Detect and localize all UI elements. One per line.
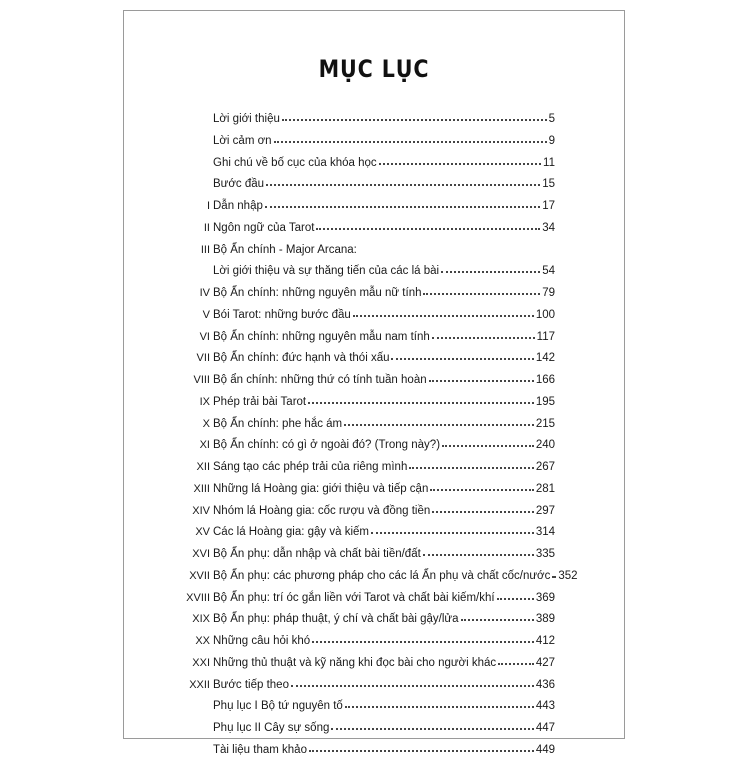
page-number: 100: [535, 308, 555, 321]
page-number: 427: [535, 656, 555, 669]
dot-leader: [316, 228, 540, 230]
entry-title: Những câu hỏi khó: [213, 635, 311, 647]
page-number: 314: [535, 526, 555, 539]
entry-title: Lời giới thiệu và sự thăng tiến của các lá bài: [213, 265, 440, 278]
toc-entry: [124, 479, 626, 501]
toc-entry-line: [213, 675, 555, 697]
page-number: 369: [535, 591, 555, 604]
chapter-number: XVIII: [186, 591, 210, 604]
toc-entry: [124, 675, 626, 697]
toc-entry: [124, 588, 626, 610]
chapter-number: XIV: [192, 504, 210, 517]
dot-leader: [498, 663, 534, 665]
page-number: 54: [542, 265, 555, 278]
toc-entry-line: [213, 609, 555, 631]
chapter-number: X: [202, 417, 210, 430]
chapter-number: XX: [195, 635, 210, 647]
dot-leader: [409, 467, 533, 469]
entry-title: Bộ Ẩn phụ: dẫn nhập và chất bài tiền/đất: [213, 548, 421, 560]
toc-entry: [124, 718, 626, 740]
chapter-number: VI: [199, 330, 210, 343]
toc-entry: [124, 218, 626, 240]
chapter-number: XIX: [192, 613, 210, 626]
chapter-number: VII: [196, 352, 210, 365]
toc-entry: [124, 261, 626, 283]
page-number: 166: [535, 374, 555, 386]
toc-entry-line: [213, 653, 555, 675]
toc-entry-line: [213, 501, 555, 523]
book-page: [123, 10, 625, 756]
entry-title: Phụ lục I Bộ tứ nguyên tố: [213, 700, 343, 713]
page-number: 17: [542, 200, 555, 212]
page-number: 79: [542, 287, 555, 299]
toc-entry-line: [213, 414, 555, 436]
dot-leader: [391, 358, 533, 360]
page-number: 389: [535, 613, 555, 626]
chapter-number: XVII: [189, 569, 210, 582]
toc-entry: [124, 174, 626, 196]
page-number: 5: [548, 113, 555, 125]
dot-leader: [309, 750, 534, 752]
toc-entry-line: [213, 718, 555, 740]
toc-entry: [124, 457, 626, 479]
page-number: 195: [535, 395, 555, 408]
entry-title: Những thủ thuật và kỹ năng khi đọc bài cho người khác: [213, 656, 497, 669]
toc-entry-line: [213, 566, 578, 588]
toc-entry: [124, 327, 626, 349]
page-number: 412: [535, 635, 555, 647]
entry-title: Bộ Ẩn chính: phe hắc ám: [213, 417, 343, 430]
toc-entry-line: [213, 153, 555, 175]
chapter-number: III: [200, 243, 210, 256]
entry-title: Bộ Ẩn chính: có gì ở ngoài đó? (Trong này?): [213, 439, 441, 452]
toc-entry-line: [213, 348, 555, 370]
page-number: 281: [535, 482, 555, 495]
page-number: 436: [535, 678, 555, 691]
entry-title: Ghi chú về bố cục của khóa học: [213, 156, 377, 169]
toc-entry-line: [213, 305, 555, 327]
toc-entry: [124, 196, 626, 218]
page-number: 443: [535, 700, 555, 713]
entry-title: Bộ Ẩn chính: những nguyên mẫu nữ tính: [213, 287, 422, 299]
entry-title: Tài liệu tham khảo: [213, 743, 307, 756]
page-number: 297: [535, 504, 555, 517]
toc-entry: [124, 631, 626, 653]
entry-title: Các lá Hoàng gia: gậy và kiếm: [213, 526, 369, 539]
toc-entry-line: [213, 435, 555, 457]
dot-leader: [344, 424, 534, 426]
toc-entry-line: [213, 392, 555, 414]
dot-leader: [266, 184, 540, 186]
toc-entry: [124, 653, 626, 675]
entry-title: Bộ ẩn chính: những thứ có tính tuần hoàn: [213, 374, 427, 386]
entry-title: Phụ lục II Cây sự sống: [213, 722, 330, 734]
page-number: 11: [543, 156, 555, 169]
toc-entry-line: [213, 479, 555, 501]
toc-entry: [124, 370, 626, 392]
toc-entry-line: [213, 109, 555, 131]
dot-leader: [461, 619, 534, 621]
entry-title: Bộ Ẩn phụ: trí óc gắn liền với Tarot và chất bài kiếm/khí: [213, 591, 495, 604]
dot-leader: [432, 511, 534, 513]
chapter-number: XXII: [189, 678, 210, 691]
toc-entry-line: [213, 588, 555, 610]
page-number: 447: [535, 722, 555, 734]
entry-title: Bói Tarot: những bước đầu: [213, 308, 351, 321]
entry-title: Dẫn nhập: [213, 200, 263, 212]
dot-leader: [497, 598, 534, 600]
toc-entry-line: [213, 370, 555, 392]
entry-title: Phép trải bài Tarot: [213, 395, 307, 408]
dot-leader: [430, 489, 533, 491]
page-number: 34: [542, 221, 555, 234]
entry-title: Bộ Ẩn chính: đức hạnh và thói xấu: [213, 352, 390, 365]
page-number: 240: [535, 439, 555, 452]
toc-entry: [124, 414, 626, 436]
table-of-contents: [124, 109, 626, 762]
toc-entry: [124, 153, 626, 175]
toc-entry: [124, 392, 626, 414]
toc-entry-line: [213, 196, 555, 218]
toc-entry-line: [213, 740, 555, 762]
chapter-number: VIII: [193, 374, 210, 386]
dot-leader: [423, 554, 534, 556]
dot-leader: [308, 402, 534, 404]
chapter-number: IX: [199, 395, 210, 408]
chapter-number: I: [206, 200, 210, 212]
chapter-number: XVI: [192, 548, 210, 560]
chapter-number: XXI: [192, 656, 210, 669]
toc-entry: [124, 131, 626, 153]
toc-entry: [124, 544, 626, 566]
dot-leader: [552, 576, 556, 578]
entry-title: Bước tiếp theo: [213, 678, 289, 691]
dot-leader: [274, 141, 547, 143]
page-number: 142: [535, 352, 555, 365]
entry-title: Lời cảm ơn: [213, 134, 272, 147]
entry-title: Ngôn ngữ của Tarot: [213, 221, 315, 234]
dot-leader: [331, 728, 533, 730]
toc-entry: [124, 740, 626, 762]
toc-entry: [124, 609, 626, 631]
dot-leader: [429, 380, 534, 382]
chapter-number: IV: [199, 287, 210, 299]
dot-leader: [312, 641, 534, 643]
entry-title: Lời giới thiệu: [213, 113, 280, 125]
toc-entry-line: [213, 131, 555, 153]
dot-leader: [345, 706, 534, 708]
dot-leader: [432, 337, 535, 339]
chapter-number: XIII: [193, 482, 210, 495]
entry-title: Bộ Ẩn phụ: các phương pháp cho các lá Ẩn phụ và chất cốc/nước: [213, 569, 551, 582]
toc-entry: [124, 240, 626, 262]
entry-title: Nhóm lá Hoàng gia: cốc rượu và đồng tiền: [213, 504, 431, 517]
chapter-number: XI: [199, 439, 210, 452]
page-title: MỤC LỤC: [318, 55, 430, 83]
dot-leader: [442, 445, 534, 447]
chapter-number: XII: [196, 461, 210, 473]
dot-leader: [423, 293, 540, 295]
chapter-number: XV: [195, 526, 210, 539]
toc-entry: [124, 522, 626, 544]
entry-title: Những lá Hoàng gia: giới thiệu và tiếp cận: [213, 482, 429, 495]
dot-leader: [265, 206, 540, 208]
page-number: 117: [536, 330, 555, 343]
dot-leader: [371, 532, 534, 534]
page-number: 267: [535, 461, 555, 473]
dot-leader: [291, 685, 534, 687]
entry-title: Bộ Ẩn chính: những nguyên mẫu nam tính: [213, 330, 430, 343]
toc-entry: [124, 109, 626, 131]
toc-entry-line: [213, 218, 555, 240]
entry-title: Bước đầu: [213, 178, 265, 191]
dot-leader: [282, 119, 547, 121]
chapter-number: V: [202, 308, 210, 321]
entry-title: Sáng tạo các phép trải của riêng mình: [213, 461, 408, 473]
toc-entry-line: [213, 261, 555, 283]
entry-title: Bộ Ẩn phụ: pháp thuật, ý chí và chất bài gậy/lửa: [213, 613, 459, 626]
toc-entry-line: [213, 174, 555, 196]
entry-title: Bộ Ẩn chính - Major Arcana:: [213, 243, 357, 256]
toc-entry: [124, 348, 626, 370]
toc-entry-line: [213, 457, 555, 479]
dot-leader: [353, 315, 534, 317]
toc-entry-line: [213, 240, 555, 262]
toc-entry: [124, 435, 626, 457]
page-number: 15: [542, 178, 555, 191]
toc-entry-line: [213, 327, 555, 349]
dot-leader: [379, 163, 541, 165]
toc-entry-line: [213, 631, 555, 653]
toc-entry-line: [213, 544, 555, 566]
toc-entry: [124, 696, 626, 718]
page-number: 215: [535, 417, 555, 430]
toc-entry: [124, 501, 626, 523]
page-number: 9: [548, 134, 555, 147]
toc-entry: [124, 566, 626, 588]
dot-leader: [441, 271, 540, 273]
page-number: 449: [535, 743, 555, 756]
toc-entry-line: [213, 522, 555, 544]
toc-entry-line: [213, 283, 555, 305]
chapter-number: II: [203, 221, 210, 234]
toc-entry: [124, 305, 626, 327]
toc-entry: [124, 283, 626, 305]
page-number: 335: [535, 548, 555, 560]
toc-entry-line: [213, 696, 555, 718]
page-number: 352: [558, 569, 578, 582]
